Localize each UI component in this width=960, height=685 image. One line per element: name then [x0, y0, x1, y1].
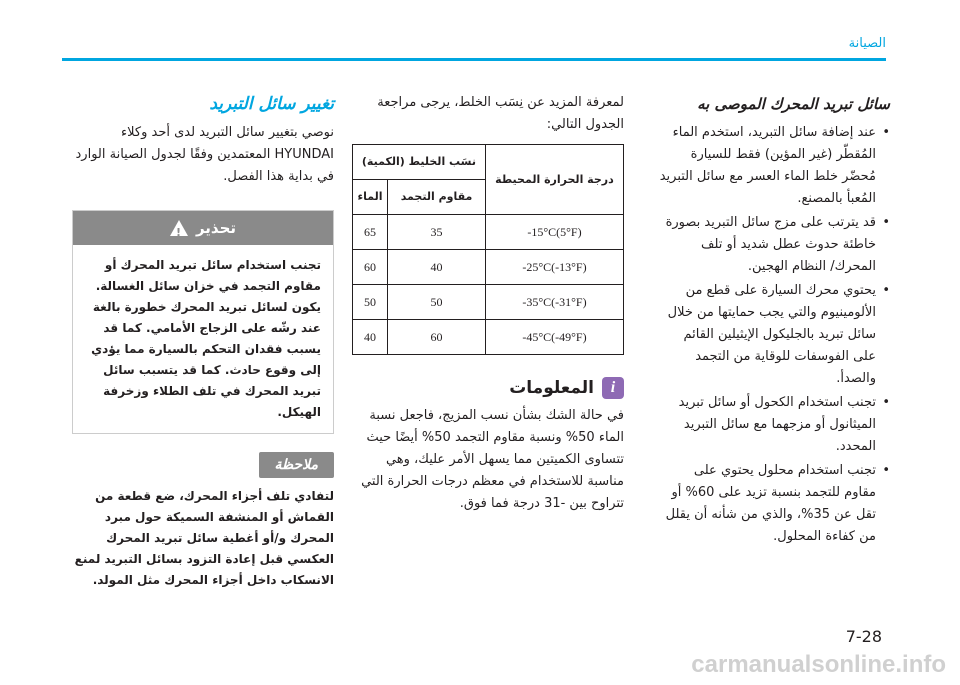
- changing-coolant-intro: نوصي بتغيير سائل التبريد لدى أحد وكلاء HYUNDAI المعتمدين وفقًا لجدول الصيانة الوارد في بداية هذا الفصل.: [75, 125, 334, 184]
- cell-temperature: -35°C(-31°F): [485, 285, 623, 320]
- table-row: [353, 250, 624, 285]
- info-icon: i: [602, 377, 624, 399]
- table-row: [353, 285, 624, 320]
- mixing-ratio-table: [352, 144, 624, 355]
- cell-temperature: -15°C(5°F): [485, 215, 623, 250]
- changing-coolant-heading: تغيير سائل التبريد: [209, 94, 334, 114]
- coolant-bullet-list: [658, 122, 890, 548]
- page-number: 7-28: [845, 627, 882, 646]
- section-title: الصيانة: [848, 36, 886, 51]
- list-item: • تجنب استخدام محلول يحتوي على مقاوم للتجمد بنسبة تزيد على 60% أو تقل عن 35%، والذي من شأنه أن يقلل من كفاءة المحلول.: [658, 460, 876, 548]
- header-rule: [62, 58, 886, 61]
- cell-antifreeze: 35: [388, 215, 486, 250]
- list-item: • يحتوي محرك السيارة على قطع من الألومينيوم والتي يجب حمايتها من خلال سائل تبريد بالجليكول الإيثيلين القائم على الفوسفات للوقاية من التجمد والصدأ.: [658, 280, 876, 390]
- warning-title: تحذير: [195, 219, 237, 237]
- recommended-coolant-heading: سائل تبريد المحرك الموصى به: [697, 95, 890, 113]
- note-text: لتفادي تلف أجزاء المحرك، ضع قطعة من القماش أو المنشفة السميكة حول مبرد المحرك و/أو أغطية سائل تبريد المحرك العكسي قبل إعادة التزود بسائل التبريد لمنع الانسكاب داخل أجزاء المحرك مثل المولد.: [74, 489, 334, 587]
- table-row: [353, 320, 624, 355]
- warning-header: [73, 211, 333, 245]
- cell-antifreeze: 60: [388, 320, 486, 355]
- recommended-coolant-section: [658, 92, 890, 550]
- list-item: • عند إضافة سائل التبريد، استخدم الماء المُقطّر (غير المؤين) فقط للسيارة مُحضّر خلط الماء العسر مع سائل التبريد المُعبأ بالمصنع.: [658, 122, 876, 210]
- warning-text: تجنب استخدام سائل تبريد المحرك أو مقاوم التجمد في خزان سائل الغسالة. يكون لسائل تبريد المحرك خطورة بالغة عند رشّه على الزجاج الأمامي. كما قد يسبب فقدان التحكم بالسيارة مما يؤدي إلى وقوع حادث. كما قد يتسبب سائل تبريد المحرك في تلف الطلاء وزخرفة الهيكل.: [91, 258, 321, 419]
- table-row: [353, 215, 624, 250]
- cell-temperature: -45°C(-49°F): [485, 320, 623, 355]
- table-header-antifreeze: مقاوم التجمد: [388, 180, 486, 215]
- table-header-mixture: نسَب الخليط (الكمية): [353, 145, 486, 180]
- page-header: [0, 0, 960, 66]
- mixing-intro: لمعرفة المزيد عن نِسَب الخلط، يرجى مراجعة الجدول التالي:: [377, 95, 624, 132]
- changing-coolant-section: [72, 92, 334, 591]
- mixing-ratio-section: [352, 92, 624, 515]
- cell-antifreeze: 40: [388, 250, 486, 285]
- warning-triangle-icon: !: [170, 220, 188, 236]
- list-item: • تجنب استخدام الكحول أو سائل تبريد الميثانول أو مزجهما مع سائل التبريد المحدد.: [658, 392, 876, 458]
- cell-temperature: -25°C(-13°F): [485, 250, 623, 285]
- list-item: • قد يترتب على مزج سائل التبريد بصورة خاطئة حدوث عطل شديد أو تلف المحرك/ النظام الهجين.: [658, 212, 876, 278]
- cell-water: 40: [353, 320, 388, 355]
- watermark: carmanualsonline.info: [691, 651, 946, 678]
- info-text: في حالة الشك بشأن نسب المزيج، فاجعل نسبة الماء 50% ونسبة مقاوم التجمد 50% أيضًا حيث تتساوى الكميتين مما يسهل الأمر عليك، وهي مناسبة للاستخدام في معظم درجات الحرارة التي تتراوح بين -31 درجة فما فوق.: [361, 408, 624, 511]
- cell-antifreeze: 50: [388, 285, 486, 320]
- cell-water: 60: [353, 250, 388, 285]
- note-label: ملاحظة: [259, 452, 335, 478]
- warning-box: [72, 210, 334, 434]
- cell-water: 65: [353, 215, 388, 250]
- info-heading: [352, 377, 624, 399]
- table-header-temperature: درجة الحرارة المحيطة: [485, 145, 623, 215]
- info-label: المعلومات: [509, 378, 594, 398]
- cell-water: 50: [353, 285, 388, 320]
- table-header-water: الماء: [353, 180, 388, 215]
